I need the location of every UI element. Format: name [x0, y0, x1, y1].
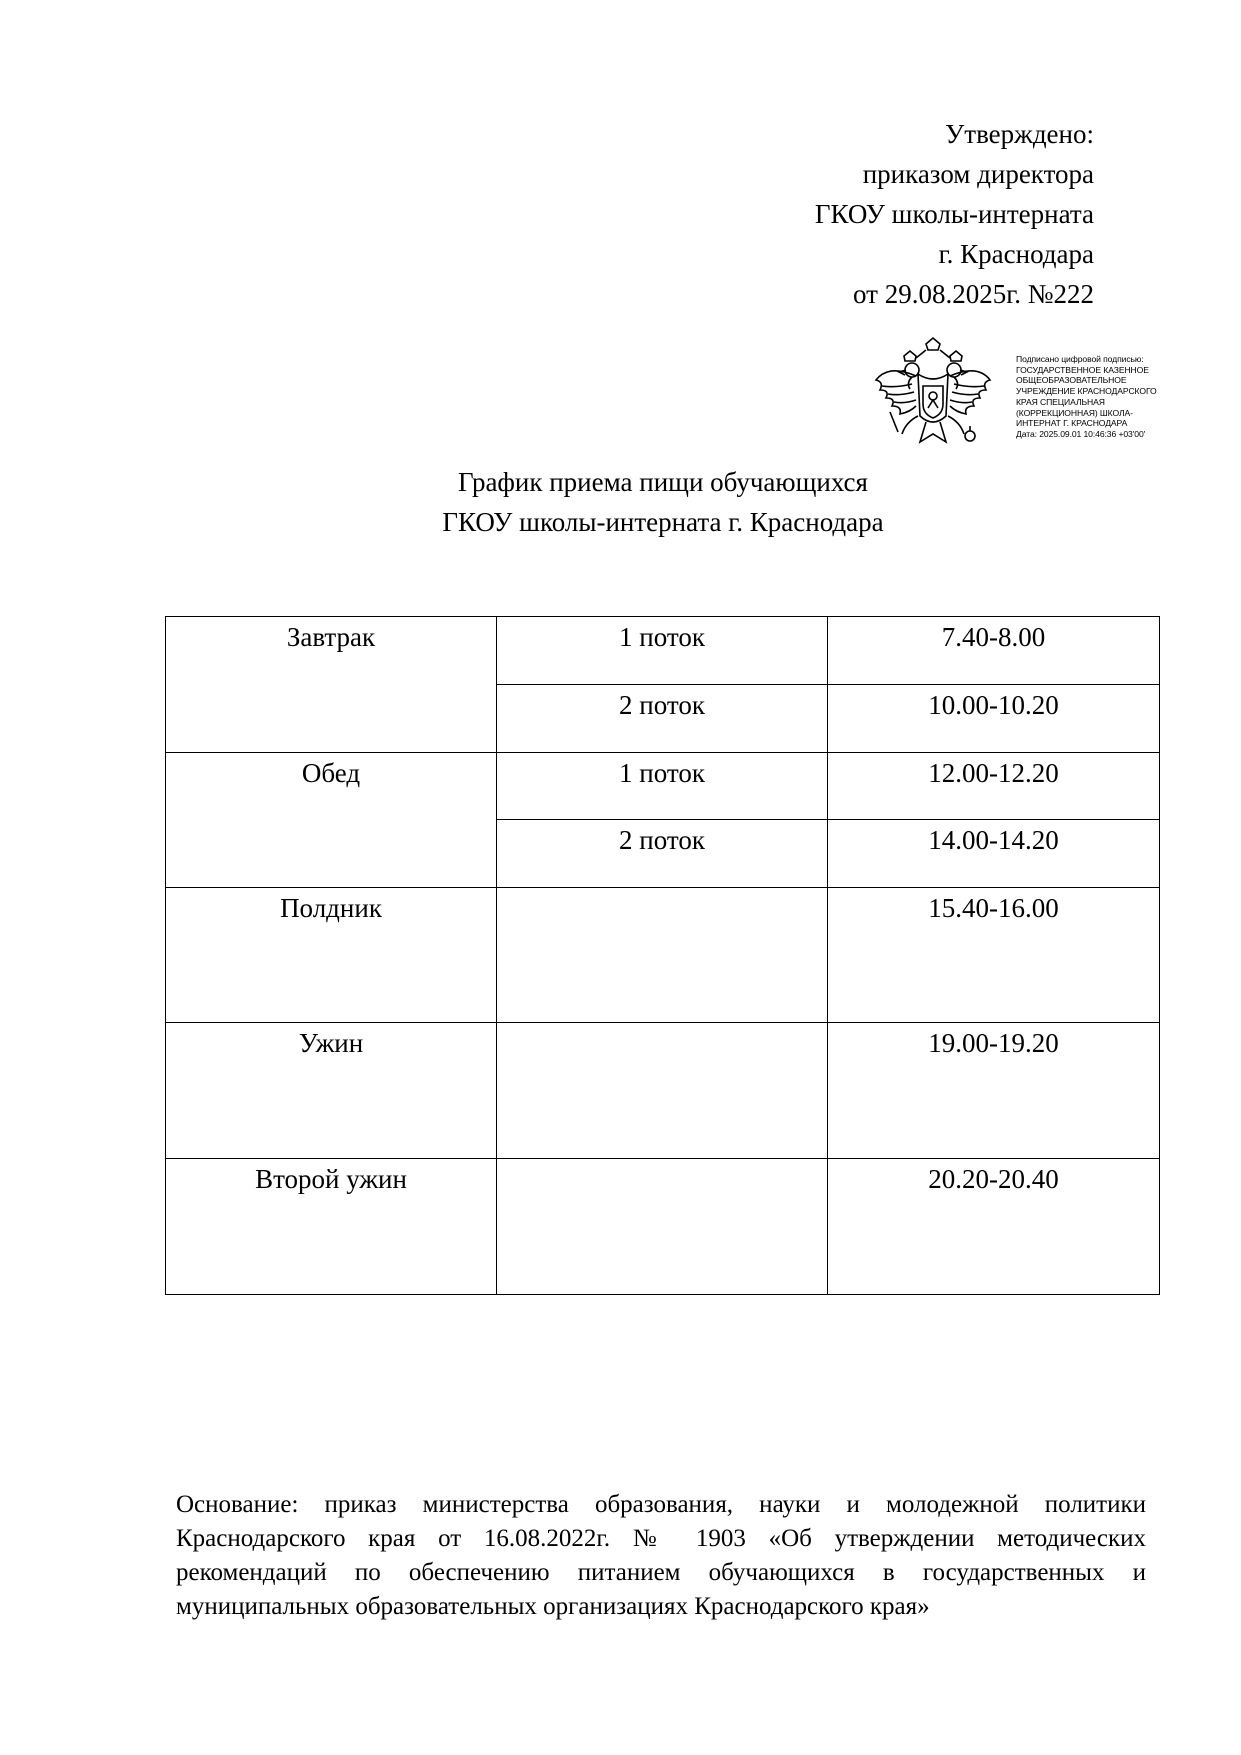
signature-line: ИНТЕРНАТ Г. КРАСНОДАРА: [1016, 418, 1128, 429]
stream-cell: 1 поток: [497, 753, 828, 820]
table-row: [166, 753, 1160, 820]
signature-line: УЧРЕЖДЕНИЕ КРАСНОДАРСКОГО: [1016, 386, 1157, 397]
signature-line: Дата: 2025.09.01 10:46:36 +03'00': [1016, 428, 1146, 439]
signature-line: ГОСУДАРСТВЕННОЕ КАЗЕННОЕ: [1016, 364, 1149, 375]
table-row: [166, 617, 1160, 685]
time-cell: 14.00-14.20: [828, 820, 1160, 888]
meal-name-cell: Второй ужин: [166, 1159, 497, 1295]
basis-note: Основание: приказ министерства образования, науки и молодежной политики Краснодарского края от 16.08.2022г. № 1903 «Об утверждении методических рекомендаций по обеспечению питанием обучающихся в государственных и муниципальных образовательных организациях Краснодарского края»: [176, 1491, 1146, 1620]
meal-name-cell: Завтрак: [166, 617, 497, 753]
approval-heading: Утверждено:: [945, 119, 1094, 149]
stream-cell: 2 поток: [497, 820, 828, 888]
stream-cell: 1 поток: [497, 617, 828, 685]
signature-line: КРАЯ СПЕЦИАЛЬНАЯ: [1016, 396, 1105, 407]
time-cell: 20.20-20.40: [828, 1159, 1160, 1295]
table-row: [166, 888, 1160, 1023]
approval-city-line: г. Краснодара: [938, 239, 1094, 269]
signature-line: ОБЩЕОБРАЗОВАТЕЛЬНОЕ: [1016, 375, 1127, 386]
table-row: [166, 1023, 1160, 1159]
stream-cell: 2 поток: [497, 685, 828, 753]
stream-cell: [497, 1159, 828, 1295]
stream-cell: [497, 1023, 828, 1159]
time-cell: 19.00-19.20: [828, 1023, 1160, 1159]
time-cell: 15.40-16.00: [828, 888, 1160, 1023]
time-cell: 12.00-12.20: [828, 753, 1160, 820]
meal-schedule-table: [165, 616, 1160, 1295]
document-subtitle: ГКОУ школы-интерната г. Краснодара: [442, 507, 884, 537]
approval-school-line: ГКОУ школы-интерната: [814, 199, 1094, 229]
signature-line: Подписано цифровой подписью:: [1016, 354, 1144, 364]
approval-block: [815, 114, 1094, 314]
digital-signature-stamp: [868, 336, 1168, 461]
table-row: [166, 1159, 1160, 1295]
russian-coat-of-arms-icon: [868, 336, 998, 461]
meal-name-cell: Обед: [166, 753, 497, 888]
meal-name-cell: Ужин: [166, 1023, 497, 1159]
stream-cell: [497, 888, 828, 1023]
meal-name-cell: Полдник: [166, 888, 497, 1023]
document-title: График приема пищи обучающихся: [458, 467, 868, 497]
approval-order-line: приказом директора: [862, 159, 1094, 189]
approval-date-number: от 29.08.2025г. №222: [853, 279, 1094, 309]
time-cell: 7.40-8.00: [828, 617, 1160, 685]
signature-line: (КОРРЕКЦИОННАЯ) ШКОЛА-: [1016, 407, 1133, 418]
signature-text: [1016, 354, 1176, 440]
time-cell: 10.00-10.20: [828, 685, 1160, 753]
